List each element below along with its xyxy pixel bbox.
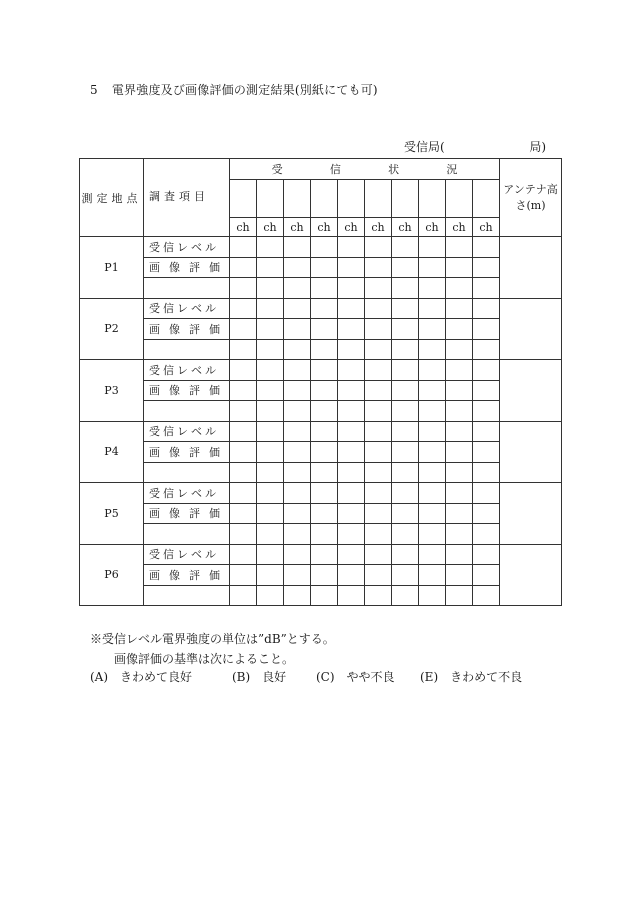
value-cell[interactable] — [419, 585, 446, 606]
value-cell[interactable] — [446, 524, 473, 545]
value-cell[interactable] — [446, 483, 473, 504]
value-cell[interactable] — [473, 257, 500, 278]
value-cell[interactable] — [284, 257, 311, 278]
table-row — [80, 237, 562, 258]
value-cell[interactable] — [230, 524, 257, 545]
value-cell[interactable] — [473, 401, 500, 422]
value-cell[interactable] — [473, 360, 500, 381]
value-cell[interactable] — [446, 380, 473, 401]
value-cell[interactable] — [284, 237, 311, 258]
value-cell[interactable] — [230, 319, 257, 340]
header-group-char: 状 — [388, 163, 400, 176]
value-cell[interactable] — [392, 401, 419, 422]
channel-label: ch — [473, 218, 500, 237]
value-cell[interactable] — [473, 278, 500, 299]
value-cell[interactable] — [338, 401, 365, 422]
value-cell[interactable] — [311, 237, 338, 258]
value-cell[interactable] — [446, 298, 473, 319]
value-cell[interactable] — [257, 339, 284, 360]
value-cell[interactable] — [311, 298, 338, 319]
header-location: 測定地点 — [80, 159, 144, 237]
value-cell[interactable] — [473, 483, 500, 504]
table-row — [80, 360, 562, 381]
value-cell[interactable] — [365, 462, 392, 483]
value-cell[interactable] — [311, 339, 338, 360]
value-cell[interactable] — [419, 380, 446, 401]
value-cell[interactable] — [419, 503, 446, 524]
value-cell[interactable] — [257, 442, 284, 463]
channel-number-cell[interactable] — [446, 180, 473, 218]
value-cell[interactable] — [338, 524, 365, 545]
value-cell[interactable] — [473, 565, 500, 586]
value-cell[interactable] — [311, 421, 338, 442]
survey-item: 受信レベル — [144, 483, 230, 504]
value-cell[interactable] — [473, 462, 500, 483]
value-cell[interactable] — [284, 565, 311, 586]
value-cell[interactable] — [284, 360, 311, 381]
table-row — [80, 319, 562, 340]
channel-number-cell[interactable] — [284, 180, 311, 218]
section-heading — [90, 81, 378, 98]
value-cell[interactable] — [257, 298, 284, 319]
value-cell[interactable] — [257, 565, 284, 586]
value-cell[interactable] — [392, 421, 419, 442]
channel-label: ch — [446, 218, 473, 237]
value-cell[interactable] — [446, 278, 473, 299]
value-cell[interactable] — [311, 442, 338, 463]
value-cell[interactable] — [338, 585, 365, 606]
antenna-height-cell[interactable] — [500, 421, 562, 483]
table-row — [80, 421, 562, 442]
table-row — [80, 298, 562, 319]
value-cell[interactable] — [365, 421, 392, 442]
value-cell[interactable] — [446, 585, 473, 606]
value-cell[interactable] — [365, 585, 392, 606]
value-cell[interactable] — [446, 565, 473, 586]
value-cell[interactable] — [473, 524, 500, 545]
value-cell[interactable] — [446, 257, 473, 278]
value-cell[interactable] — [230, 544, 257, 565]
measurement-point: P4 — [80, 421, 144, 483]
value-cell[interactable] — [392, 503, 419, 524]
survey-item: 画像評価 — [144, 257, 230, 278]
value-cell[interactable] — [284, 544, 311, 565]
value-cell[interactable] — [257, 278, 284, 299]
value-cell[interactable] — [284, 401, 311, 422]
survey-item: 画像評価 — [144, 380, 230, 401]
value-cell[interactable] — [230, 401, 257, 422]
value-cell[interactable] — [392, 565, 419, 586]
grade-c: (C) やや不良 — [316, 670, 395, 684]
value-cell[interactable] — [230, 565, 257, 586]
grade-a: (A) きわめて良好 — [90, 670, 193, 684]
channel-label: ch — [365, 218, 392, 237]
value-cell[interactable] — [338, 565, 365, 586]
receiving-station-field — [404, 138, 546, 154]
value-cell[interactable] — [473, 237, 500, 258]
table-row — [80, 462, 562, 483]
value-cell[interactable] — [257, 524, 284, 545]
survey-item — [144, 278, 230, 299]
channel-number-cell[interactable] — [257, 180, 284, 218]
value-cell[interactable] — [365, 360, 392, 381]
table-row — [80, 339, 562, 360]
value-cell[interactable] — [365, 483, 392, 504]
section-number: 5 — [90, 83, 98, 97]
value-cell[interactable] — [338, 237, 365, 258]
value-cell[interactable] — [311, 544, 338, 565]
channel-label: ch — [419, 218, 446, 237]
value-cell[interactable] — [284, 421, 311, 442]
table-row — [80, 544, 562, 565]
value-cell[interactable] — [473, 503, 500, 524]
value-cell[interactable] — [230, 257, 257, 278]
value-cell[interactable] — [446, 442, 473, 463]
value-cell[interactable] — [338, 360, 365, 381]
value-cell[interactable] — [230, 360, 257, 381]
value-cell[interactable] — [392, 257, 419, 278]
value-cell[interactable] — [284, 278, 311, 299]
header-group-char: 受 — [271, 163, 283, 176]
value-cell[interactable] — [257, 585, 284, 606]
survey-item: 画像評価 — [144, 319, 230, 340]
survey-item — [144, 339, 230, 360]
value-cell[interactable] — [392, 278, 419, 299]
channel-number-cell[interactable] — [311, 180, 338, 218]
value-cell[interactable] — [392, 380, 419, 401]
value-cell[interactable] — [311, 462, 338, 483]
value-cell[interactable] — [311, 585, 338, 606]
antenna-height-cell[interactable] — [500, 360, 562, 422]
value-cell[interactable] — [365, 237, 392, 258]
header-group-char: 信 — [329, 163, 341, 176]
value-cell[interactable] — [446, 462, 473, 483]
value-cell[interactable] — [230, 339, 257, 360]
value-cell[interactable] — [365, 401, 392, 422]
value-cell[interactable] — [230, 462, 257, 483]
value-cell[interactable] — [284, 298, 311, 319]
value-cell[interactable] — [392, 237, 419, 258]
grade-b: (B) 良好 — [232, 670, 287, 684]
channel-number-cell[interactable] — [365, 180, 392, 218]
survey-item: 画像評価 — [144, 503, 230, 524]
value-cell[interactable] — [230, 442, 257, 463]
value-cell[interactable] — [392, 483, 419, 504]
survey-item — [144, 524, 230, 545]
value-cell[interactable] — [446, 503, 473, 524]
measurement-point: P1 — [80, 237, 144, 299]
measurement-table — [79, 158, 562, 606]
value-cell[interactable] — [257, 257, 284, 278]
value-cell[interactable] — [473, 544, 500, 565]
value-cell[interactable] — [419, 360, 446, 381]
value-cell[interactable] — [392, 585, 419, 606]
value-cell[interactable] — [446, 339, 473, 360]
value-cell[interactable] — [257, 544, 284, 565]
value-cell[interactable] — [338, 503, 365, 524]
survey-item: 画像評価 — [144, 565, 230, 586]
note-criteria: 画像評価の基準は次によること。 — [114, 652, 295, 666]
value-cell[interactable] — [284, 319, 311, 340]
value-cell[interactable] — [419, 524, 446, 545]
channel-label: ch — [284, 218, 311, 237]
value-cell[interactable] — [446, 544, 473, 565]
table-row — [80, 380, 562, 401]
value-cell[interactable] — [419, 442, 446, 463]
value-cell[interactable] — [338, 339, 365, 360]
antenna-height-cell[interactable] — [500, 298, 562, 360]
survey-item — [144, 585, 230, 606]
value-cell[interactable] — [392, 462, 419, 483]
value-cell[interactable] — [365, 298, 392, 319]
value-cell[interactable] — [230, 298, 257, 319]
value-cell[interactable] — [230, 503, 257, 524]
channel-number-cell[interactable] — [419, 180, 446, 218]
value-cell[interactable] — [311, 483, 338, 504]
value-cell[interactable] — [419, 339, 446, 360]
value-cell[interactable] — [473, 339, 500, 360]
value-cell[interactable] — [257, 483, 284, 504]
note-unit: ※受信レベル電界強度の単位は”dB”とする。 — [90, 632, 335, 646]
value-cell[interactable] — [257, 462, 284, 483]
channel-number-cell[interactable] — [338, 180, 365, 218]
value-cell[interactable] — [473, 319, 500, 340]
value-cell[interactable] — [284, 524, 311, 545]
value-cell[interactable] — [419, 462, 446, 483]
value-cell[interactable] — [419, 319, 446, 340]
value-cell[interactable] — [338, 421, 365, 442]
channel-label: ch — [257, 218, 284, 237]
value-cell[interactable] — [365, 339, 392, 360]
value-cell[interactable] — [257, 380, 284, 401]
value-cell[interactable] — [473, 442, 500, 463]
value-cell[interactable] — [311, 565, 338, 586]
value-cell[interactable] — [284, 380, 311, 401]
channel-label: ch — [311, 218, 338, 237]
table-row — [80, 442, 562, 463]
measurement-point: P3 — [80, 360, 144, 422]
section-title: 電界強度及び画像評価の測定結果(別紙にても可) — [111, 83, 378, 97]
value-cell[interactable] — [257, 421, 284, 442]
value-cell[interactable] — [230, 483, 257, 504]
table-row — [80, 257, 562, 278]
value-cell[interactable] — [419, 298, 446, 319]
antenna-height-cell[interactable] — [500, 544, 562, 606]
value-cell[interactable] — [365, 380, 392, 401]
value-cell[interactable] — [365, 524, 392, 545]
value-cell[interactable] — [338, 380, 365, 401]
value-cell[interactable] — [311, 278, 338, 299]
channel-label: ch — [392, 218, 419, 237]
table-row — [80, 503, 562, 524]
channel-label: ch — [338, 218, 365, 237]
value-cell[interactable] — [311, 503, 338, 524]
value-cell[interactable] — [257, 401, 284, 422]
header-group-char: 況 — [446, 163, 458, 176]
value-cell[interactable] — [419, 544, 446, 565]
value-cell[interactable] — [419, 401, 446, 422]
value-cell[interactable] — [419, 565, 446, 586]
survey-item: 受信レベル — [144, 421, 230, 442]
value-cell[interactable] — [311, 257, 338, 278]
value-cell[interactable] — [230, 237, 257, 258]
value-cell[interactable] — [392, 319, 419, 340]
value-cell[interactable] — [284, 503, 311, 524]
value-cell[interactable] — [311, 401, 338, 422]
value-cell[interactable] — [257, 237, 284, 258]
value-cell[interactable] — [284, 442, 311, 463]
value-cell[interactable] — [230, 380, 257, 401]
value-cell[interactable] — [365, 278, 392, 299]
header-reception-status — [230, 159, 500, 180]
value-cell[interactable] — [419, 257, 446, 278]
table-row — [80, 565, 562, 586]
table-row — [80, 401, 562, 422]
value-cell[interactable] — [446, 237, 473, 258]
value-cell[interactable] — [392, 524, 419, 545]
survey-item: 受信レベル — [144, 544, 230, 565]
value-cell[interactable] — [473, 298, 500, 319]
value-cell[interactable] — [365, 565, 392, 586]
value-cell[interactable] — [338, 298, 365, 319]
notes — [90, 629, 335, 669]
value-cell[interactable] — [311, 360, 338, 381]
grade-e: (E) きわめて不良 — [420, 670, 523, 684]
channel-number-cell[interactable] — [392, 180, 419, 218]
value-cell[interactable] — [257, 360, 284, 381]
value-cell[interactable] — [311, 319, 338, 340]
header-antenna-height: アンテナ高さ(m) — [500, 159, 562, 237]
value-cell[interactable] — [446, 401, 473, 422]
survey-item: 受信レベル — [144, 237, 230, 258]
survey-item: 画像評価 — [144, 442, 230, 463]
value-cell[interactable] — [338, 319, 365, 340]
channel-label: ch — [230, 218, 257, 237]
table-row — [80, 278, 562, 299]
value-cell[interactable] — [392, 544, 419, 565]
value-cell[interactable] — [419, 483, 446, 504]
value-cell[interactable] — [473, 585, 500, 606]
channel-number-cell[interactable] — [473, 180, 500, 218]
value-cell[interactable] — [284, 585, 311, 606]
value-cell[interactable] — [365, 257, 392, 278]
survey-item: 受信レベル — [144, 298, 230, 319]
table-row — [80, 585, 562, 606]
value-cell[interactable] — [338, 278, 365, 299]
survey-item: 受信レベル — [144, 360, 230, 381]
value-cell[interactable] — [473, 380, 500, 401]
value-cell[interactable] — [365, 319, 392, 340]
value-cell[interactable] — [338, 442, 365, 463]
value-cell[interactable] — [257, 319, 284, 340]
header-survey-item: 調査項目 — [144, 218, 230, 237]
channel-number-cell[interactable] — [230, 180, 257, 218]
value-cell[interactable] — [446, 421, 473, 442]
value-cell[interactable] — [230, 278, 257, 299]
value-cell[interactable] — [230, 585, 257, 606]
value-cell[interactable] — [311, 380, 338, 401]
value-cell[interactable] — [392, 442, 419, 463]
grade-legend — [90, 668, 522, 685]
value-cell[interactable] — [284, 462, 311, 483]
station-suffix: 局) — [529, 140, 546, 154]
antenna-height-cell[interactable] — [500, 483, 562, 545]
measurement-point: P2 — [80, 298, 144, 360]
value-cell[interactable] — [392, 360, 419, 381]
table-row — [80, 483, 562, 504]
value-cell[interactable] — [338, 544, 365, 565]
value-cell[interactable] — [311, 524, 338, 545]
value-cell[interactable] — [419, 421, 446, 442]
value-cell[interactable] — [419, 237, 446, 258]
value-cell[interactable] — [284, 339, 311, 360]
value-cell[interactable] — [419, 278, 446, 299]
value-cell[interactable] — [392, 298, 419, 319]
value-cell[interactable] — [365, 503, 392, 524]
value-cell[interactable] — [365, 544, 392, 565]
antenna-height-cell[interactable] — [500, 237, 562, 299]
value-cell[interactable] — [392, 339, 419, 360]
measurement-point: P5 — [80, 483, 144, 545]
survey-item — [144, 462, 230, 483]
value-cell[interactable] — [338, 257, 365, 278]
value-cell[interactable] — [338, 462, 365, 483]
value-cell[interactable] — [365, 442, 392, 463]
value-cell[interactable] — [284, 483, 311, 504]
station-prefix: 受信局( — [404, 140, 445, 154]
value-cell[interactable] — [473, 421, 500, 442]
value-cell[interactable] — [230, 421, 257, 442]
value-cell[interactable] — [446, 360, 473, 381]
value-cell[interactable] — [257, 503, 284, 524]
table-row — [80, 524, 562, 545]
value-cell[interactable] — [338, 483, 365, 504]
survey-item — [144, 401, 230, 422]
measurement-point: P6 — [80, 544, 144, 606]
value-cell[interactable] — [446, 319, 473, 340]
